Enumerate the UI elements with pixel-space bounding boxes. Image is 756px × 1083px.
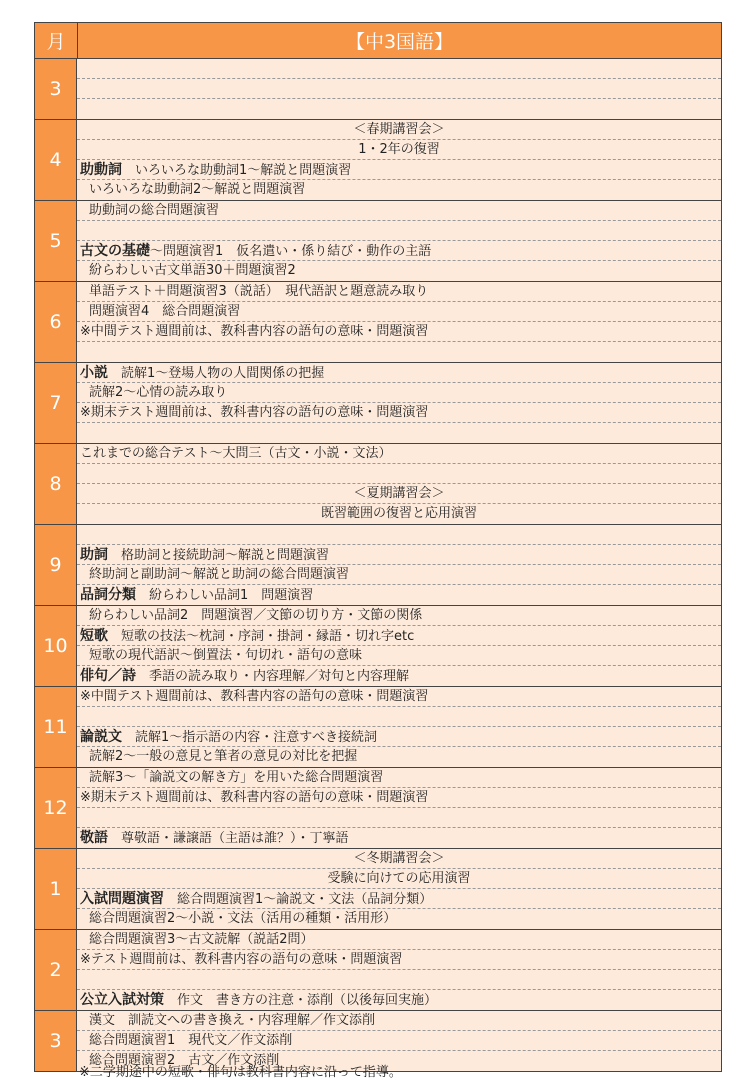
lesson-row [77, 444, 721, 464]
month-cell: 3 [35, 1011, 77, 1071]
lesson-row [77, 383, 721, 403]
lesson-text: 総合問題演習3～古文読解（説話2問） [89, 932, 314, 947]
month-block [34, 201, 722, 282]
lesson-rows [77, 282, 721, 362]
month-cell: 5 [35, 201, 77, 281]
lesson-row [77, 363, 721, 383]
lesson-text: 漢文 訓読文への書き換え・内容理解／作文添削 [89, 1013, 376, 1028]
lesson-text: 格助詞と接続助詞～解説と問題演習 [108, 548, 330, 563]
lesson-rows [77, 363, 721, 443]
lesson-row [77, 99, 721, 119]
lesson-row [77, 788, 721, 808]
unit-heading: 論説文 [80, 729, 122, 745]
unit-heading: 短歌 [80, 628, 108, 644]
lesson-text: ※期末テスト週間前は、教科書内容の語句の意味・問題演習 [80, 405, 429, 420]
lesson-row [77, 1031, 721, 1051]
lesson-row [77, 221, 721, 241]
month-block [34, 525, 722, 606]
month-block [34, 687, 722, 768]
month-block [34, 282, 722, 363]
month-block [34, 768, 722, 849]
month-cell: 8 [35, 444, 77, 524]
curriculum-table [34, 22, 722, 1072]
lesson-row [77, 322, 721, 342]
month-block [34, 363, 722, 444]
lesson-row [77, 140, 721, 160]
lesson-row [77, 606, 721, 626]
month-block [34, 59, 722, 120]
lesson-row [77, 423, 721, 443]
lesson-row [77, 950, 721, 970]
lesson-row [77, 484, 721, 504]
lesson-text: 受験に向けての応用演習 [327, 871, 471, 886]
lesson-text: ～問題演習1 仮名遣い・係り結び・動作の主語 [150, 244, 432, 259]
lesson-rows [77, 444, 721, 524]
lesson-text: 紛らわしい品詞1 問題演習 [136, 588, 314, 603]
unit-heading: 助動詞 [80, 162, 122, 178]
lesson-text: 季語の読み取り・内容理解／対句と内容理解 [136, 669, 410, 684]
lesson-row [77, 909, 721, 929]
unit-heading: 敬語 [80, 830, 108, 846]
lesson-row [77, 79, 721, 99]
month-blocks [34, 59, 722, 1072]
lesson-rows [77, 59, 721, 119]
unit-heading: 助詞 [80, 547, 108, 563]
lesson-row [77, 302, 721, 322]
lesson-rows [77, 606, 721, 686]
lesson-rows [77, 201, 721, 281]
lesson-row [77, 120, 721, 140]
lesson-row [77, 342, 721, 362]
lesson-text: 短歌の技法～枕詞・序詞・掛詞・縁語・切れ字etc [108, 629, 415, 644]
lesson-text: ※中間テスト週間前は、教科書内容の語句の意味・問題演習 [80, 324, 429, 339]
lesson-row [77, 849, 721, 869]
lesson-text: ※期末テスト週間前は、教科書内容の語句の意味・問題演習 [80, 790, 429, 805]
lesson-row [77, 241, 721, 261]
lesson-row [77, 180, 721, 200]
lesson-row [77, 747, 721, 767]
lesson-text: 読解2～一般の意見と筆者の意見の対比を把握 [89, 749, 358, 764]
lesson-text: 1・2年の復習 [358, 142, 440, 157]
lesson-rows [77, 930, 721, 1010]
lesson-row [77, 1011, 721, 1031]
lesson-rows [77, 687, 721, 767]
lesson-row [77, 565, 721, 585]
footnote: ※二学期途中の短歌・俳句は教科書内容に沿って指導。 [79, 1065, 402, 1080]
month-cell: 6 [35, 282, 77, 362]
month-cell: 12 [35, 768, 77, 848]
lesson-text: 作文 書き方の注意・添削（以後毎回実施） [164, 993, 438, 1008]
unit-heading: 公立入試対策 [80, 992, 164, 1008]
lesson-row [77, 768, 721, 788]
lesson-row [77, 160, 721, 180]
month-block [34, 849, 722, 930]
lesson-row [77, 504, 721, 524]
lesson-row [77, 869, 721, 889]
lesson-text: ＜春期講習会＞ [353, 122, 445, 137]
unit-heading: 小説 [80, 365, 108, 381]
lesson-text: 総合問題演習2 古文／作文添削 [89, 1053, 280, 1068]
lesson-row [77, 930, 721, 950]
month-cell: 4 [35, 120, 77, 200]
lesson-row [77, 261, 721, 281]
lesson-text: 読解2～心情の読み取り [89, 385, 228, 400]
month-block [34, 930, 722, 1011]
lesson-row [77, 282, 721, 302]
lesson-text: 総合問題演習1～論説文・文法（品詞分類） [164, 892, 433, 907]
month-cell: 2 [35, 930, 77, 1010]
lesson-row [77, 59, 721, 79]
lesson-text: ※テスト週間前は、教科書内容の語句の意味・問題演習 [80, 952, 403, 967]
lesson-text: 読解1～登場人物の人間関係の把握 [108, 366, 325, 381]
lesson-rows [77, 768, 721, 848]
month-block [34, 120, 722, 201]
lesson-row [77, 403, 721, 423]
unit-heading: 古文の基礎 [80, 243, 150, 259]
lesson-text: ＜冬期講習会＞ [353, 851, 445, 866]
month-cell: 10 [35, 606, 77, 686]
lesson-text: 単語テスト＋問題演習3（説話） 現代語訳と題意読み取り [89, 284, 429, 299]
lesson-text: 短歌の現代語訳～倒置法・句切れ・語句の意味 [89, 648, 363, 663]
lesson-row [77, 727, 721, 747]
month-block [34, 444, 722, 525]
lesson-row [77, 464, 721, 484]
lesson-text: ※中間テスト週間前は、教科書内容の語句の意味・問題演習 [80, 689, 429, 704]
month-cell: 3 [35, 59, 77, 119]
lesson-text: いろいろな助動詞1～解説と問題演習 [122, 163, 352, 178]
lesson-row [77, 525, 721, 545]
table-title: 【中3国語】 [345, 31, 454, 53]
table-header [34, 22, 722, 59]
lesson-text: 総合問題演習2～小説・文法（活用の種類・活用形） [89, 911, 397, 926]
month-cell: 11 [35, 687, 77, 767]
lesson-row [77, 889, 721, 909]
lesson-row [77, 970, 721, 990]
lesson-row [77, 808, 721, 828]
month-block [34, 606, 722, 687]
lesson-text: 問題演習4 総合問題演習 [89, 304, 241, 319]
lesson-text: 読解3～「論説文の解き方」を用いた総合問題演習 [89, 770, 384, 785]
lesson-rows [77, 525, 721, 605]
lesson-rows [77, 849, 721, 929]
month-cell: 7 [35, 363, 77, 443]
lesson-text: これまでの総合テスト～大問三（古文・小説・文法） [80, 446, 392, 461]
lesson-text: 紛らわしい古文単語30＋問題演習2 [89, 263, 296, 278]
lesson-text: 紛らわしい品詞2 問題演習／文節の切り方・文節の関係 [89, 608, 423, 623]
lesson-row [77, 707, 721, 727]
lesson-text: 総合問題演習1 現代文／作文添削 [89, 1033, 293, 1048]
month-cell: 9 [35, 525, 77, 605]
month-cell: 1 [35, 849, 77, 929]
lesson-text: ＜夏期講習会＞ [353, 486, 445, 501]
lesson-row [77, 666, 721, 686]
lesson-text: 既習範囲の復習と応用演習 [320, 506, 477, 521]
lesson-row [77, 646, 721, 666]
lesson-text: 読解1～指示語の内容・注意すべき接続詞 [122, 730, 378, 745]
unit-heading: 品詞分類 [80, 587, 136, 603]
lesson-row [77, 585, 721, 605]
lesson-row [77, 545, 721, 565]
lesson-text: いろいろな助動詞2～解説と問題演習 [89, 182, 306, 197]
lesson-row [77, 201, 721, 221]
unit-heading: 入試問題演習 [80, 891, 164, 907]
lesson-rows [77, 120, 721, 200]
lesson-row [77, 828, 721, 848]
lesson-text: 終助詞と副助詞～解説と助詞の総合問題演習 [89, 567, 350, 582]
lesson-text: 尊敬語・謙譲語（主語は誰？）・丁寧語 [108, 831, 349, 846]
month-column-header: 月 [35, 23, 78, 58]
unit-heading: 俳句／詩 [80, 668, 136, 684]
lesson-row [77, 626, 721, 646]
lesson-text: 助動詞の総合問題演習 [89, 203, 220, 218]
lesson-row [77, 990, 721, 1010]
lesson-row [77, 687, 721, 707]
